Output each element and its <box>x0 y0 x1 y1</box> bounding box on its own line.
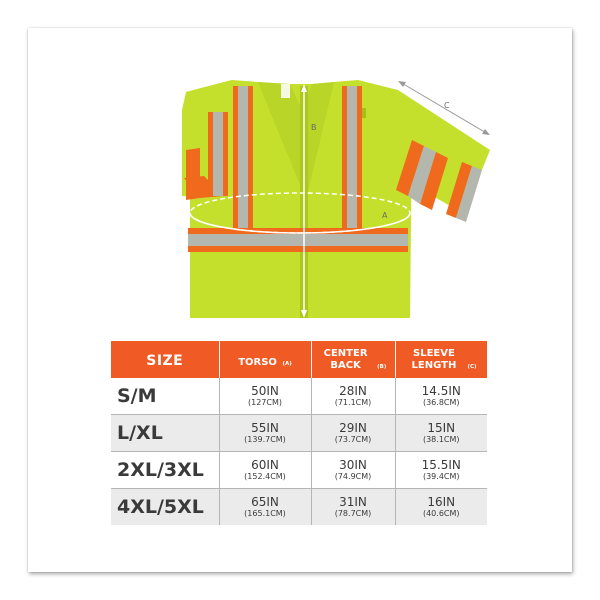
size-chart-header-row <box>111 341 487 378</box>
torso-cell <box>219 452 311 489</box>
sleeve-length-cm: (38.1CM) <box>422 434 460 444</box>
center-back-cm: (78.7CM) <box>334 508 372 518</box>
header-sleeve-length <box>395 341 487 378</box>
vest-graphic <box>182 80 490 318</box>
torso-cm: (152.4CM) <box>244 471 286 481</box>
torso-cm: (139.7CM) <box>244 434 286 444</box>
torso-cell <box>219 415 311 452</box>
torso-in: 55IN <box>251 420 279 435</box>
header-center-back-code: (B) <box>377 363 387 370</box>
center-back-cell <box>311 415 395 452</box>
table-row <box>111 415 487 452</box>
header-center-back <box>311 341 395 378</box>
header-torso-code: (A) <box>282 361 292 367</box>
table-row <box>111 489 487 526</box>
header-center-back-label: CENTER BACK <box>323 347 368 371</box>
size-chart-table <box>111 341 487 525</box>
table-row <box>111 378 487 415</box>
center-back-in: 30IN <box>339 457 367 472</box>
sleeve-length-cm: (39.4CM) <box>422 471 460 481</box>
torso-cm: (165.1CM) <box>244 508 286 518</box>
center-back-cm: (73.7CM) <box>334 434 372 444</box>
sleeve-length-cell <box>395 489 487 526</box>
header-torso <box>219 341 311 378</box>
size-cell: S/M <box>111 378 219 415</box>
sleeve-length-cell <box>395 378 487 415</box>
header-size <box>111 341 219 378</box>
torso-in: 65IN <box>251 494 279 509</box>
center-back-in: 31IN <box>339 494 367 509</box>
header-size-label: SIZE <box>146 353 184 369</box>
torso-cell <box>219 489 311 526</box>
sleeve-length-cell <box>395 452 487 489</box>
header-torso-label: TORSO <box>238 357 277 368</box>
torso-cm: (127CM) <box>248 397 282 407</box>
center-back-cm: (74.9CM) <box>334 471 372 481</box>
sleeve-length-in: 14.5IN <box>421 383 461 398</box>
sleeve-length-in: 15.5IN <box>421 457 461 472</box>
center-back-cell <box>311 378 395 415</box>
torso-in: 60IN <box>251 457 279 472</box>
center-back-cell <box>311 489 395 526</box>
sleeve-length-in: 16IN <box>427 494 456 509</box>
size-cell: 4XL/5XL <box>111 489 219 526</box>
center-back-in: 28IN <box>339 383 367 398</box>
measure-label-b: B <box>311 123 317 132</box>
sleeve-length-cell <box>395 415 487 452</box>
center-back-cell <box>311 452 395 489</box>
center-back-in: 29IN <box>339 420 367 435</box>
measure-label-a: A <box>382 211 388 220</box>
sleeve-length-cm: (40.6CM) <box>422 508 460 518</box>
size-cell: L/XL <box>111 415 219 452</box>
sleeve-length-in: 15IN <box>427 420 456 435</box>
table-row <box>111 452 487 489</box>
center-back-cm: (71.1CM) <box>334 397 372 407</box>
sleeve-length-cm: (36.8CM) <box>422 397 460 407</box>
header-sleeve-length-label: SLEEVE LENGTH <box>411 347 457 371</box>
torso-in: 50IN <box>251 383 279 398</box>
header-sleeve-length-code: (C) <box>467 363 477 370</box>
measure-label-c: C <box>444 101 450 110</box>
size-cell: 2XL/3XL <box>111 452 219 489</box>
torso-cell <box>219 378 311 415</box>
